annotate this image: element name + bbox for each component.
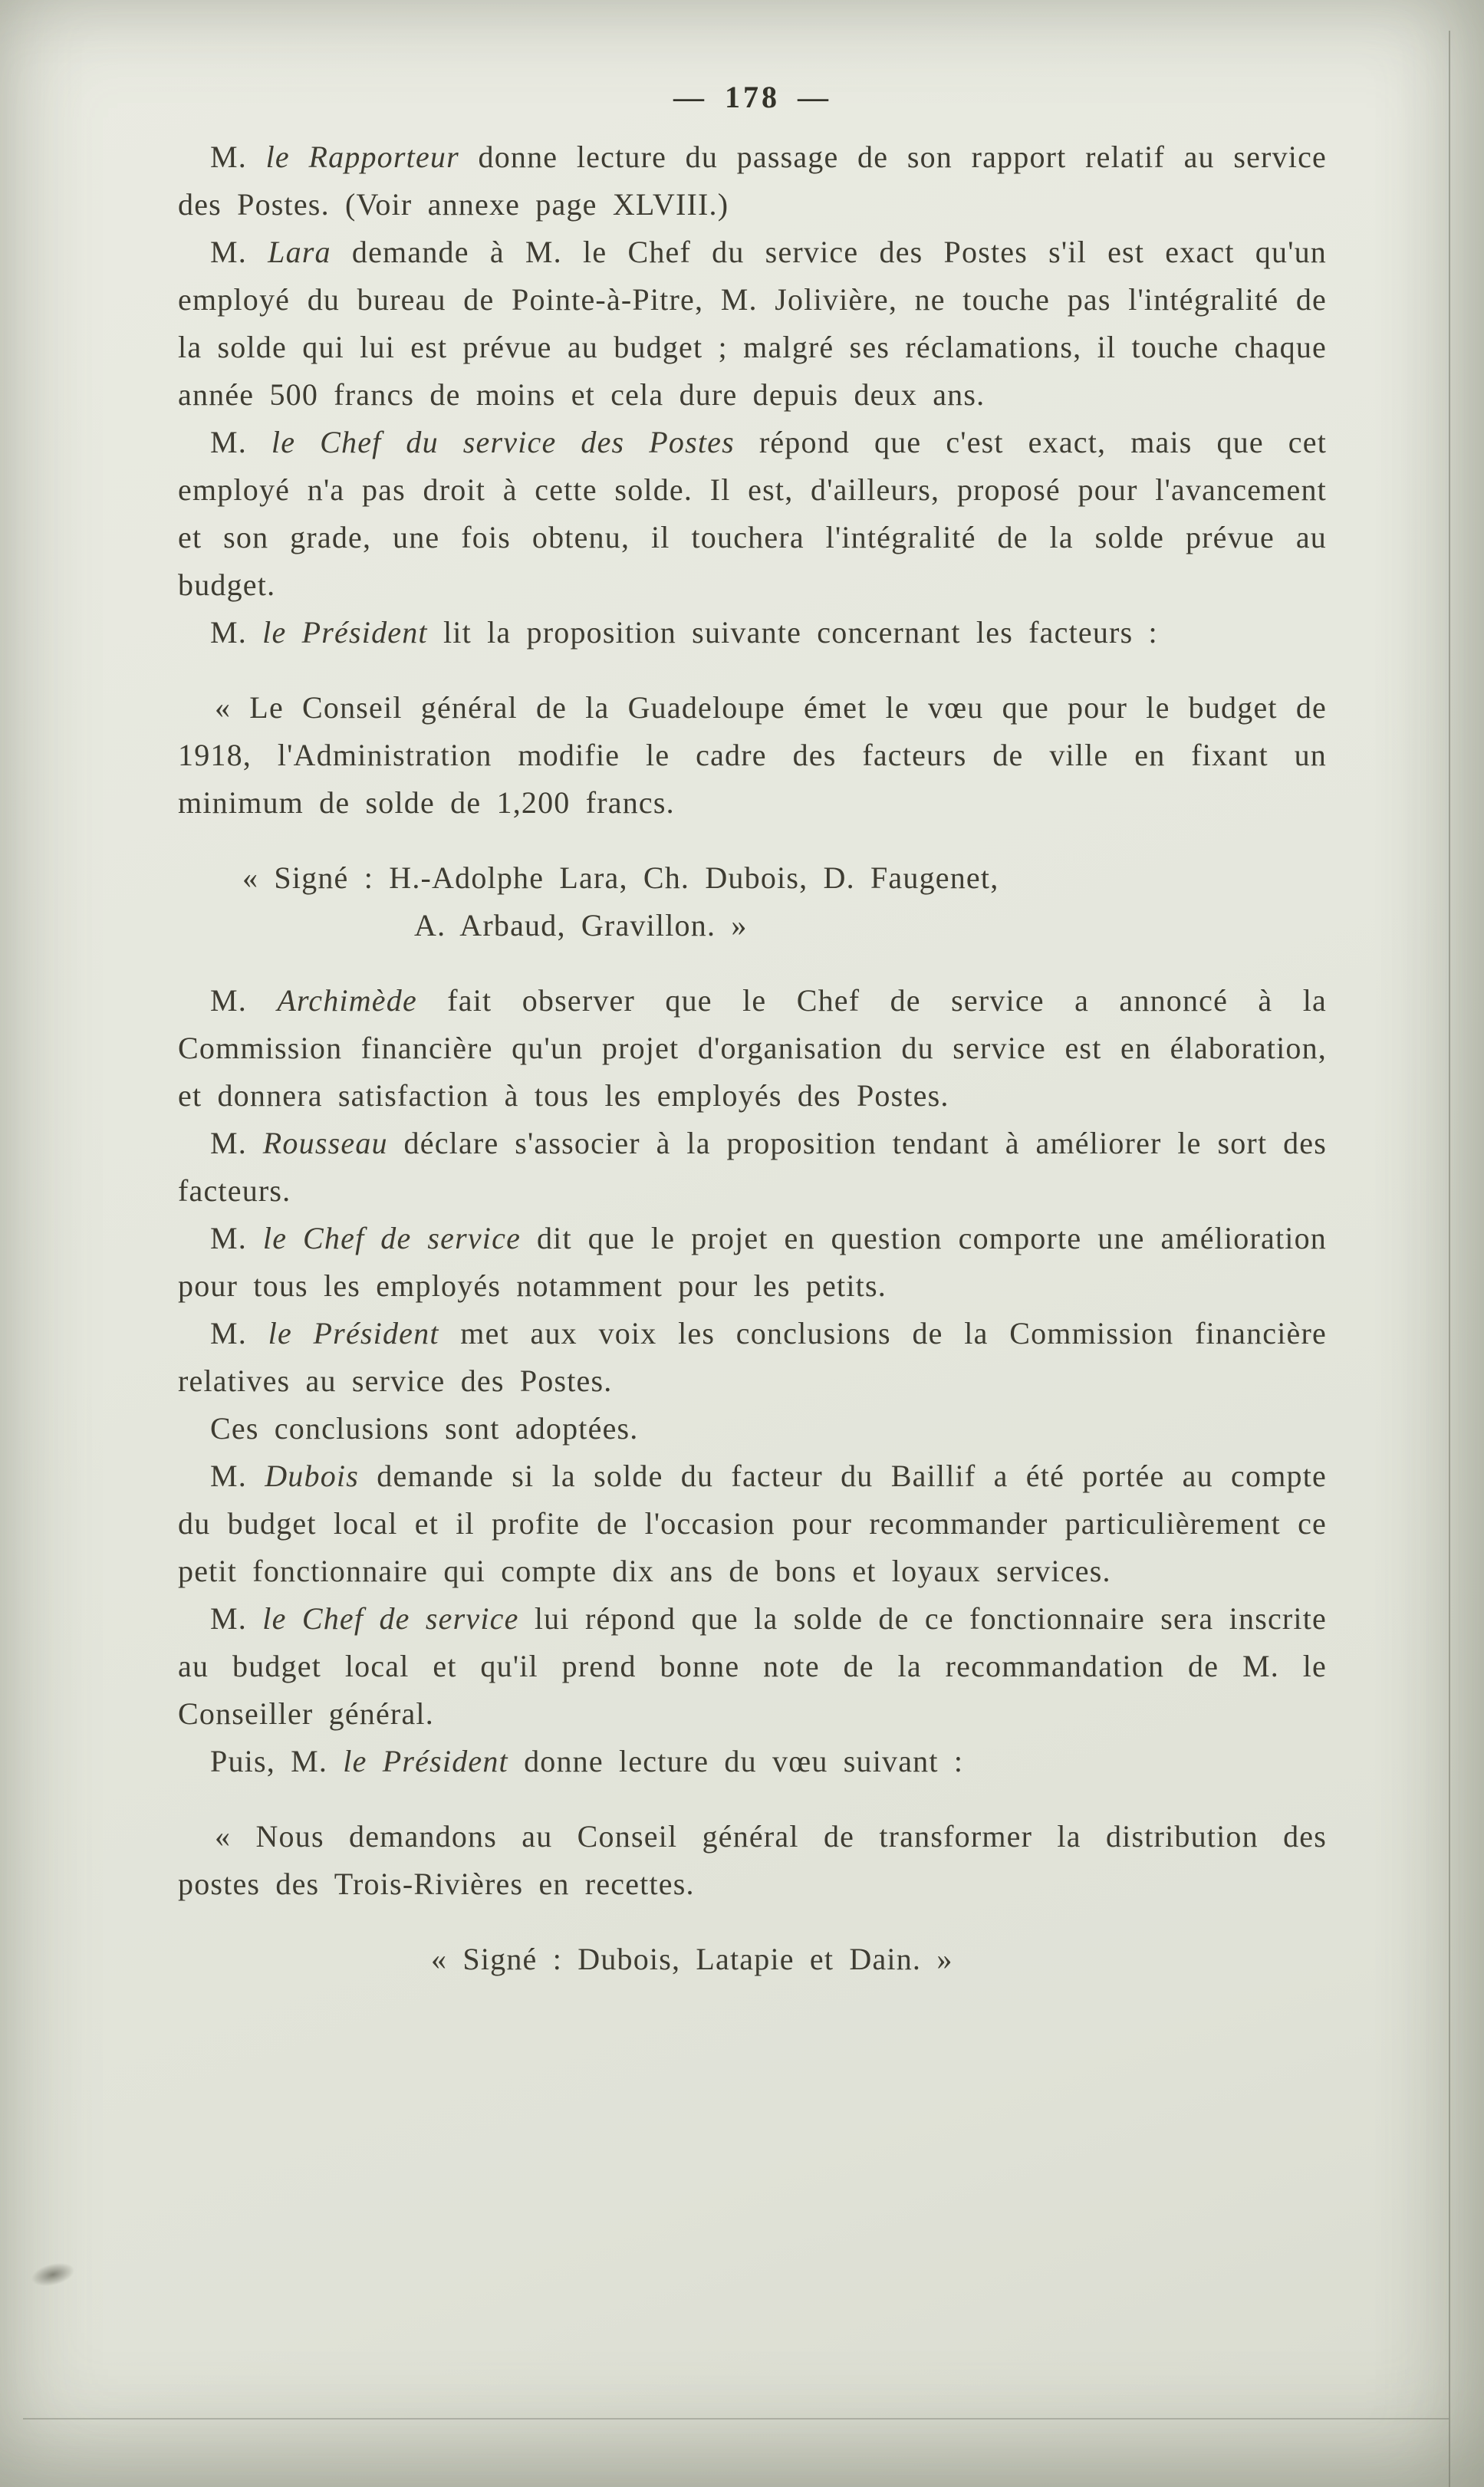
text-run: dit que le projet en question comporte une amélioration pour tous les employés notamment pour les petits. [178,1221,1327,1303]
speaker-name: le Président [268,1316,439,1350]
text-run: répond que c'est exact, mais que cet employé n'a pas droit à cette solde. Il est, d'ailleurs, proposé pour l'avancement et son grade, une fois obtenu, il touchera l'intégralité de la solde prévue au budget. [178,425,1328,602]
text-run: M. [210,425,271,459]
speaker-name: le Chef de service [262,1221,522,1255]
text-run: déclare s'associer à la proposition tendant à améliorer le sort des facteurs. [178,1126,1327,1208]
paragraph [178,977,1327,1120]
paragraph [178,684,1327,827]
paragraph [178,1936,1327,1983]
paragraph [178,1595,1327,1738]
paragraph [178,229,1327,419]
document-body [178,133,1327,1983]
text-run: donne lecture du passage de son rapport relatif au service des Postes. (Voir annexe page XLVIII.) [178,140,1328,222]
text-run: M. [210,140,266,174]
text-run: M. [210,1316,268,1350]
text-run: lit la proposition suivante concernant les facteurs : [427,615,1158,650]
text-run: met aux voix les conclusions de la Commission financière relatives au service des Postes. [178,1316,1327,1398]
ink-smudge [28,2258,77,2290]
paragraph [178,854,1327,902]
text-run: M. [210,235,268,269]
paragraph [178,1813,1327,1908]
text-run: demande à M. le Chef du service des Postes s'il est exact qu'un employé du bureau de Pointe-à-Pitre, M. Jolivière, ne touche pas l'intégralité de la solde qui lui est prévue au budget ; malgré ses réclamations, il touche chaque année 500 francs de moins et cela dure depuis deux ans. [178,235,1327,412]
text-block [178,74,1327,1983]
text-run: « Le Conseil général de la Guadeloupe émet le vœu que pour le budget de 1918, l'Administration modifie le cadre des facteurs de ville en fixant un minimum de solde de 1,200 francs. [178,690,1327,820]
text-run: « Signé : H.-Adolphe Lara, Ch. Dubois, D. Faugenet, [242,860,999,895]
text-run: fait observer que le Chef de service a annoncé à la Commission financière qu'un projet d'organisation du service est en élaboration, et donnera satisfaction à tous les employés des Postes. [178,983,1327,1113]
paragraph [178,1310,1327,1405]
text-run: M. [210,1601,263,1636]
text-run: M. [210,983,278,1018]
text-run: M. [210,615,263,650]
speaker-name: le Président [262,615,428,650]
speaker-name: le Rapporteur [265,140,459,174]
speaker-name: le Président [343,1744,508,1778]
text-run: demande si la solde du facteur du Baillif a été portée au compte du budget local et il profite de l'occasion pour recommander particulièrement ce petit fonctionnaire qui compte dix ans de bons et loyaux services. [178,1459,1327,1588]
speaker-name: Archimède [277,983,417,1018]
text-run: donne lecture du vœu suivant : [508,1744,964,1778]
paragraph [178,609,1327,656]
paragraph [178,1405,1327,1452]
speaker-name: Dubois [265,1459,359,1493]
speaker-name: Lara [268,235,331,269]
paragraph [178,133,1327,229]
text-run: M. [210,1126,263,1160]
paragraph [178,1452,1327,1595]
text-run: M. [210,1221,263,1255]
paragraph [178,902,1327,949]
text-run: « Nous demandons au Conseil général de transformer la distribution des postes des Trois-Rivières en recettes. [178,1819,1327,1901]
text-run: lui répond que la solde de ce fonctionnaire sera inscrite au budget local et qu'il prend bonne note de la recommandation de M. le Conseiller général. [178,1601,1328,1731]
speaker-name: le Chef de service [262,1601,519,1636]
paragraph [178,1120,1327,1215]
paragraph [178,419,1327,609]
page-number: — 178 — [673,80,831,114]
speaker-name: le Chef du service des Postes [271,425,735,459]
text-run: « Signé : Dubois, Latapie et Dain. » [431,1942,953,1976]
paragraph [178,1215,1327,1310]
paragraph [178,1738,1327,1785]
text-run: A. Arbaud, Gravillon. » [414,908,748,942]
text-run: M. [210,1459,265,1493]
text-run: Ces conclusions sont adoptées. [210,1411,639,1446]
speaker-name: Rousseau [262,1126,388,1160]
text-run: Puis, M. [210,1744,344,1778]
page-bottom-edge-line [23,2418,1449,2420]
page-edge-line [1449,31,1450,2487]
